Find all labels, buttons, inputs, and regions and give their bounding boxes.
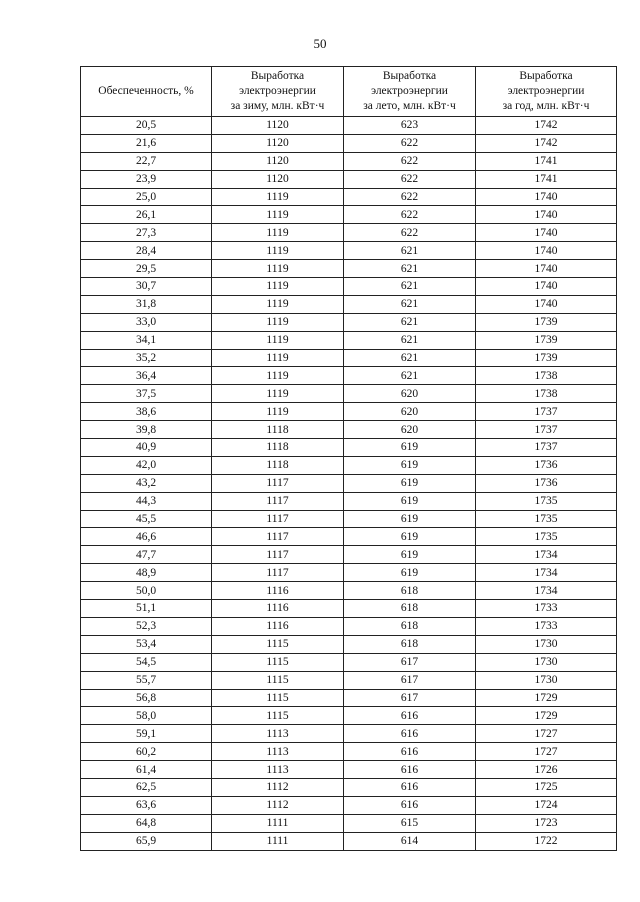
header-summer-output bbox=[344, 67, 476, 117]
table-row bbox=[81, 331, 617, 349]
cell-summer-output: 616 bbox=[344, 743, 476, 761]
cell-winter-output: 1111 bbox=[212, 814, 344, 832]
cell-provision: 27,3 bbox=[81, 224, 212, 242]
cell-summer-output: 619 bbox=[344, 510, 476, 528]
cell-summer-output: 618 bbox=[344, 617, 476, 635]
cell-provision: 20,5 bbox=[81, 117, 212, 135]
table-row bbox=[81, 134, 617, 152]
cell-annual-output: 1740 bbox=[476, 206, 617, 224]
cell-annual-output: 1724 bbox=[476, 796, 617, 814]
cell-provision: 22,7 bbox=[81, 152, 212, 170]
cell-summer-output: 619 bbox=[344, 528, 476, 546]
cell-winter-output: 1120 bbox=[212, 170, 344, 188]
table-row bbox=[81, 188, 617, 206]
table-row bbox=[81, 492, 617, 510]
cell-provision: 46,6 bbox=[81, 528, 212, 546]
table-row bbox=[81, 582, 617, 600]
cell-annual-output: 1729 bbox=[476, 707, 617, 725]
cell-summer-output: 621 bbox=[344, 295, 476, 313]
cell-provision: 63,6 bbox=[81, 796, 212, 814]
table-row bbox=[81, 313, 617, 331]
cell-summer-output: 623 bbox=[344, 117, 476, 135]
cell-annual-output: 1739 bbox=[476, 331, 617, 349]
cell-winter-output: 1117 bbox=[212, 474, 344, 492]
cell-provision: 45,5 bbox=[81, 510, 212, 528]
table-row bbox=[81, 260, 617, 278]
table-row bbox=[81, 385, 617, 403]
table-row bbox=[81, 295, 617, 313]
cell-summer-output: 621 bbox=[344, 278, 476, 296]
cell-winter-output: 1117 bbox=[212, 546, 344, 564]
cell-annual-output: 1727 bbox=[476, 725, 617, 743]
cell-provision: 29,5 bbox=[81, 260, 212, 278]
cell-provision: 35,2 bbox=[81, 349, 212, 367]
cell-summer-output: 621 bbox=[344, 260, 476, 278]
cell-annual-output: 1739 bbox=[476, 349, 617, 367]
table-row bbox=[81, 242, 617, 260]
page-number: 50 bbox=[313, 36, 327, 51]
cell-provision: 59,1 bbox=[81, 725, 212, 743]
header-text-line: Выработка bbox=[519, 70, 573, 82]
cell-provision: 50,0 bbox=[81, 582, 212, 600]
cell-summer-output: 622 bbox=[344, 206, 476, 224]
cell-summer-output: 616 bbox=[344, 796, 476, 814]
cell-annual-output: 1737 bbox=[476, 403, 617, 421]
cell-provision: 39,8 bbox=[81, 421, 212, 439]
cell-winter-output: 1115 bbox=[212, 707, 344, 725]
cell-winter-output: 1119 bbox=[212, 206, 344, 224]
cell-provision: 48,9 bbox=[81, 564, 212, 582]
cell-provision: 60,2 bbox=[81, 743, 212, 761]
cell-provision: 42,0 bbox=[81, 456, 212, 474]
cell-annual-output: 1739 bbox=[476, 313, 617, 331]
cell-summer-output: 621 bbox=[344, 349, 476, 367]
cell-summer-output: 619 bbox=[344, 564, 476, 582]
cell-annual-output: 1730 bbox=[476, 671, 617, 689]
cell-summer-output: 617 bbox=[344, 689, 476, 707]
cell-winter-output: 1119 bbox=[212, 278, 344, 296]
table-row bbox=[81, 421, 617, 439]
cell-summer-output: 615 bbox=[344, 814, 476, 832]
cell-summer-output: 616 bbox=[344, 707, 476, 725]
cell-provision: 21,6 bbox=[81, 134, 212, 152]
table-row bbox=[81, 707, 617, 725]
cell-summer-output: 614 bbox=[344, 832, 476, 850]
cell-summer-output: 622 bbox=[344, 188, 476, 206]
cell-summer-output: 619 bbox=[344, 474, 476, 492]
cell-winter-output: 1118 bbox=[212, 456, 344, 474]
cell-annual-output: 1741 bbox=[476, 152, 617, 170]
header-text-line: за зиму, млн. кВт·ч bbox=[230, 100, 325, 112]
table-row bbox=[81, 600, 617, 618]
cell-winter-output: 1113 bbox=[212, 725, 344, 743]
header-text-line: Выработка bbox=[382, 70, 437, 82]
cell-winter-output: 1117 bbox=[212, 492, 344, 510]
cell-annual-output: 1734 bbox=[476, 582, 617, 600]
table-row bbox=[81, 653, 617, 671]
cell-provision: 40,9 bbox=[81, 439, 212, 457]
cell-provision: 62,5 bbox=[81, 778, 212, 796]
cell-annual-output: 1730 bbox=[476, 653, 617, 671]
cell-provision: 36,4 bbox=[81, 367, 212, 385]
cell-winter-output: 1119 bbox=[212, 349, 344, 367]
cell-summer-output: 621 bbox=[344, 331, 476, 349]
cell-summer-output: 622 bbox=[344, 134, 476, 152]
cell-winter-output: 1115 bbox=[212, 635, 344, 653]
cell-provision: 34,1 bbox=[81, 331, 212, 349]
cell-provision: 26,1 bbox=[81, 206, 212, 224]
cell-annual-output: 1740 bbox=[476, 295, 617, 313]
header-text-line: электроэнергии bbox=[239, 85, 316, 97]
cell-winter-output: 1119 bbox=[212, 260, 344, 278]
table-row bbox=[81, 206, 617, 224]
table-row bbox=[81, 743, 617, 761]
cell-winter-output: 1119 bbox=[212, 242, 344, 260]
cell-provision: 55,7 bbox=[81, 671, 212, 689]
cell-summer-output: 618 bbox=[344, 635, 476, 653]
cell-annual-output: 1733 bbox=[476, 600, 617, 618]
table-row bbox=[81, 152, 617, 170]
cell-summer-output: 621 bbox=[344, 313, 476, 331]
table-row bbox=[81, 403, 617, 421]
cell-provision: 33,0 bbox=[81, 313, 212, 331]
cell-winter-output: 1115 bbox=[212, 689, 344, 707]
cell-annual-output: 1736 bbox=[476, 474, 617, 492]
header-annual-output bbox=[476, 67, 617, 117]
cell-winter-output: 1120 bbox=[212, 152, 344, 170]
cell-annual-output: 1734 bbox=[476, 564, 617, 582]
cell-winter-output: 1111 bbox=[212, 832, 344, 850]
cell-summer-output: 618 bbox=[344, 582, 476, 600]
cell-summer-output: 620 bbox=[344, 403, 476, 421]
cell-annual-output: 1738 bbox=[476, 367, 617, 385]
cell-annual-output: 1723 bbox=[476, 814, 617, 832]
cell-annual-output: 1740 bbox=[476, 242, 617, 260]
cell-summer-output: 619 bbox=[344, 492, 476, 510]
cell-summer-output: 617 bbox=[344, 653, 476, 671]
cell-winter-output: 1117 bbox=[212, 564, 344, 582]
cell-provision: 51,1 bbox=[81, 600, 212, 618]
header-text-line: электроэнергии bbox=[507, 85, 585, 97]
table-body bbox=[81, 117, 617, 851]
cell-summer-output: 621 bbox=[344, 242, 476, 260]
cell-annual-output: 1736 bbox=[476, 456, 617, 474]
header-row bbox=[81, 67, 617, 117]
cell-annual-output: 1725 bbox=[476, 778, 617, 796]
table-row bbox=[81, 725, 617, 743]
cell-winter-output: 1119 bbox=[212, 385, 344, 403]
cell-winter-output: 1112 bbox=[212, 778, 344, 796]
header-text-line: за год, млн. кВт·ч bbox=[502, 100, 590, 112]
table-row bbox=[81, 689, 617, 707]
cell-summer-output: 620 bbox=[344, 421, 476, 439]
table-row bbox=[81, 170, 617, 188]
cell-annual-output: 1735 bbox=[476, 510, 617, 528]
table-header bbox=[81, 67, 617, 117]
header-text-line: Выработка bbox=[250, 70, 305, 82]
cell-annual-output: 1741 bbox=[476, 170, 617, 188]
header-text-line: электроэнергии bbox=[371, 85, 448, 97]
cell-provision: 31,8 bbox=[81, 295, 212, 313]
cell-provision: 58,0 bbox=[81, 707, 212, 725]
cell-summer-output: 622 bbox=[344, 170, 476, 188]
table-row bbox=[81, 778, 617, 796]
table-row bbox=[81, 510, 617, 528]
cell-summer-output: 619 bbox=[344, 439, 476, 457]
cell-annual-output: 1729 bbox=[476, 689, 617, 707]
cell-winter-output: 1116 bbox=[212, 617, 344, 635]
cell-annual-output: 1722 bbox=[476, 832, 617, 850]
cell-provision: 56,8 bbox=[81, 689, 212, 707]
cell-annual-output: 1740 bbox=[476, 260, 617, 278]
cell-winter-output: 1120 bbox=[212, 134, 344, 152]
cell-annual-output: 1727 bbox=[476, 743, 617, 761]
cell-winter-output: 1119 bbox=[212, 295, 344, 313]
cell-annual-output: 1740 bbox=[476, 278, 617, 296]
cell-provision: 44,3 bbox=[81, 492, 212, 510]
cell-annual-output: 1740 bbox=[476, 188, 617, 206]
table-row bbox=[81, 528, 617, 546]
cell-winter-output: 1119 bbox=[212, 188, 344, 206]
cell-annual-output: 1735 bbox=[476, 528, 617, 546]
cell-winter-output: 1115 bbox=[212, 653, 344, 671]
cell-summer-output: 622 bbox=[344, 152, 476, 170]
cell-summer-output: 620 bbox=[344, 385, 476, 403]
cell-annual-output: 1735 bbox=[476, 492, 617, 510]
cell-provision: 43,2 bbox=[81, 474, 212, 492]
cell-annual-output: 1733 bbox=[476, 617, 617, 635]
cell-provision: 52,3 bbox=[81, 617, 212, 635]
cell-provision: 47,7 bbox=[81, 546, 212, 564]
cell-provision: 30,7 bbox=[81, 278, 212, 296]
table-row bbox=[81, 564, 617, 582]
cell-summer-output: 616 bbox=[344, 725, 476, 743]
cell-provision: 65,9 bbox=[81, 832, 212, 850]
header-text-line: за лето, млн. кВт·ч bbox=[363, 100, 456, 112]
table-row bbox=[81, 278, 617, 296]
table-row bbox=[81, 617, 617, 635]
table-row bbox=[81, 367, 617, 385]
cell-provision: 23,9 bbox=[81, 170, 212, 188]
cell-provision: 53,4 bbox=[81, 635, 212, 653]
table-row bbox=[81, 832, 617, 850]
cell-provision: 54,5 bbox=[81, 653, 212, 671]
cell-winter-output: 1118 bbox=[212, 421, 344, 439]
cell-annual-output: 1734 bbox=[476, 546, 617, 564]
cell-winter-output: 1119 bbox=[212, 367, 344, 385]
cell-annual-output: 1740 bbox=[476, 224, 617, 242]
table-row bbox=[81, 761, 617, 779]
cell-annual-output: 1742 bbox=[476, 117, 617, 135]
table-row bbox=[81, 474, 617, 492]
header-winter-output bbox=[212, 67, 344, 117]
cell-provision: 38,6 bbox=[81, 403, 212, 421]
cell-provision: 61,4 bbox=[81, 761, 212, 779]
header-text-line: Обеспеченность, % bbox=[98, 85, 194, 97]
table-row bbox=[81, 349, 617, 367]
cell-summer-output: 618 bbox=[344, 600, 476, 618]
table-row bbox=[81, 671, 617, 689]
energy-output-table bbox=[80, 66, 617, 851]
cell-winter-output: 1119 bbox=[212, 331, 344, 349]
cell-winter-output: 1116 bbox=[212, 582, 344, 600]
cell-summer-output: 616 bbox=[344, 778, 476, 796]
cell-winter-output: 1117 bbox=[212, 510, 344, 528]
cell-winter-output: 1117 bbox=[212, 528, 344, 546]
cell-winter-output: 1120 bbox=[212, 117, 344, 135]
cell-summer-output: 622 bbox=[344, 224, 476, 242]
cell-summer-output: 619 bbox=[344, 456, 476, 474]
cell-provision: 37,5 bbox=[81, 385, 212, 403]
table-row bbox=[81, 546, 617, 564]
cell-annual-output: 1730 bbox=[476, 635, 617, 653]
cell-winter-output: 1113 bbox=[212, 743, 344, 761]
cell-winter-output: 1118 bbox=[212, 439, 344, 457]
cell-summer-output: 616 bbox=[344, 761, 476, 779]
cell-winter-output: 1119 bbox=[212, 313, 344, 331]
cell-annual-output: 1742 bbox=[476, 134, 617, 152]
cell-summer-output: 617 bbox=[344, 671, 476, 689]
table-row bbox=[81, 224, 617, 242]
cell-annual-output: 1738 bbox=[476, 385, 617, 403]
cell-provision: 28,4 bbox=[81, 242, 212, 260]
table-row bbox=[81, 117, 617, 135]
table-row bbox=[81, 796, 617, 814]
cell-winter-output: 1116 bbox=[212, 600, 344, 618]
cell-winter-output: 1119 bbox=[212, 224, 344, 242]
table-row bbox=[81, 439, 617, 457]
cell-annual-output: 1737 bbox=[476, 421, 617, 439]
cell-summer-output: 621 bbox=[344, 367, 476, 385]
cell-winter-output: 1112 bbox=[212, 796, 344, 814]
table-row bbox=[81, 814, 617, 832]
cell-annual-output: 1726 bbox=[476, 761, 617, 779]
cell-winter-output: 1113 bbox=[212, 761, 344, 779]
header-provision bbox=[81, 67, 212, 117]
cell-provision: 64,8 bbox=[81, 814, 212, 832]
table-row bbox=[81, 635, 617, 653]
cell-summer-output: 619 bbox=[344, 546, 476, 564]
table-row bbox=[81, 456, 617, 474]
cell-annual-output: 1737 bbox=[476, 439, 617, 457]
cell-winter-output: 1119 bbox=[212, 403, 344, 421]
cell-winter-output: 1115 bbox=[212, 671, 344, 689]
cell-provision: 25,0 bbox=[81, 188, 212, 206]
